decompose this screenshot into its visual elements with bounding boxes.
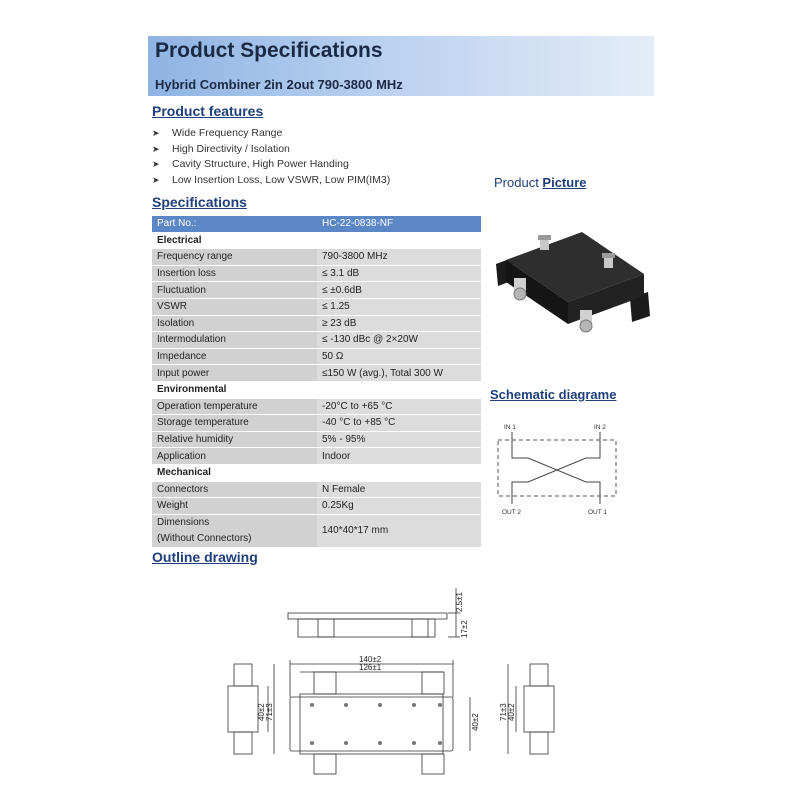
list-item: ➤ Wide Frequency Range	[152, 126, 390, 142]
table-row: Isolation ≥ 23 dB	[152, 315, 481, 332]
dim-40-right: 40±2	[507, 703, 516, 721]
in1-label: IN 1	[504, 424, 516, 431]
dimensions-value: 140*40*17 mm	[317, 514, 481, 547]
picture-heading: Product Picture	[494, 175, 587, 190]
table-row: Operation temperature -20°C to +65 °C	[152, 398, 481, 415]
right-end-body	[524, 686, 554, 732]
schematic-heading: Schematic diagrame	[490, 387, 617, 402]
top-view-inner	[300, 694, 443, 754]
dimensions-label: Dimensions	[157, 516, 210, 528]
table-row: Impedance 50 Ω	[152, 348, 481, 365]
part-no-label: Part No.:	[152, 216, 317, 232]
top-view-body	[290, 697, 453, 751]
arrow-bullet-icon: ➤	[152, 174, 160, 185]
table-row: Storage temperature -40 °C to +85 °C	[152, 415, 481, 432]
dim-126: 126±1	[359, 663, 382, 672]
dim-140: 140±2	[359, 655, 382, 664]
left-end-body	[228, 686, 258, 732]
left-end-connector-top	[234, 664, 252, 686]
side-connector-2	[412, 619, 428, 637]
dim-2-5: 2.5±1	[455, 592, 464, 612]
side-view-flange	[288, 613, 447, 619]
table-row: Intermodulation ≤ -130 dBc @ 2×20W	[152, 332, 481, 349]
right-end-connector-bottom	[530, 732, 548, 754]
dim-71-left: 71±3	[265, 703, 274, 721]
connector-bottom-left	[314, 754, 336, 774]
table-row: Application Indoor	[152, 448, 481, 465]
arrow-bullet-icon: ➤	[152, 128, 160, 138]
list-item: ➤ Low Insertion Loss, Low VSWR, Low PIM(IM3)	[152, 173, 390, 189]
table-row: Insertion loss ≤ 3.1 dB	[152, 265, 481, 282]
dim-71-right: 71±3	[499, 703, 508, 721]
table-row: Relative humidity 5% - 95%	[152, 431, 481, 448]
dim-40-top-view: 40±2	[471, 713, 480, 731]
dim-17: 17±2	[460, 620, 469, 638]
environmental-section-title: Environmental	[152, 381, 481, 398]
side-connector-1	[318, 619, 334, 637]
page-title: Product Specifications	[155, 39, 383, 62]
arrow-bullet-icon: ➤	[152, 143, 160, 154]
connector-top-left	[314, 672, 336, 694]
features-heading: Product features	[152, 103, 264, 119]
table-row: Weight 0.25Kg	[152, 498, 481, 515]
out1-label: OUT 1	[588, 509, 608, 516]
specifications-heading: Specifications	[152, 194, 247, 210]
part-no-value: HC-22-0838-NF	[317, 216, 481, 232]
list-item: ➤ Cavity Structure, High Power Handing	[152, 157, 390, 173]
table-row: Connectors N Female	[152, 481, 481, 498]
table-row: Frequency range 790-3800 MHz	[152, 249, 481, 266]
left-end-connector-bottom	[234, 732, 252, 754]
page-subtitle: Hybrid Combiner 2in 2out 790-3800 MHz	[155, 77, 403, 92]
electrical-section-title: Electrical	[152, 232, 481, 249]
outline-heading: Outline drawing	[152, 549, 258, 565]
side-view-body	[298, 619, 435, 637]
table-row: VSWR ≤ 1.25	[152, 298, 481, 315]
connector-top-right	[422, 672, 444, 694]
table-row: Input power ≤150 W (avg.), Total 300 W	[152, 365, 481, 382]
list-item: ➤ High Directivity / Isolation	[152, 142, 390, 158]
table-row: Fluctuation ≤ ±0.6dB	[152, 282, 481, 299]
in2-label: IN 2	[594, 424, 606, 431]
mechanical-section-title: Mechanical	[152, 464, 481, 481]
connector-bottom-right	[422, 754, 444, 774]
dimensions-sublabel: (Without Connectors)	[157, 532, 252, 544]
out2-label: OUT 2	[502, 509, 522, 516]
right-end-connector-top	[530, 664, 548, 686]
screw-holes	[310, 703, 442, 745]
dim-40-left: 40±2	[257, 703, 266, 721]
arrow-bullet-icon: ➤	[152, 159, 160, 169]
